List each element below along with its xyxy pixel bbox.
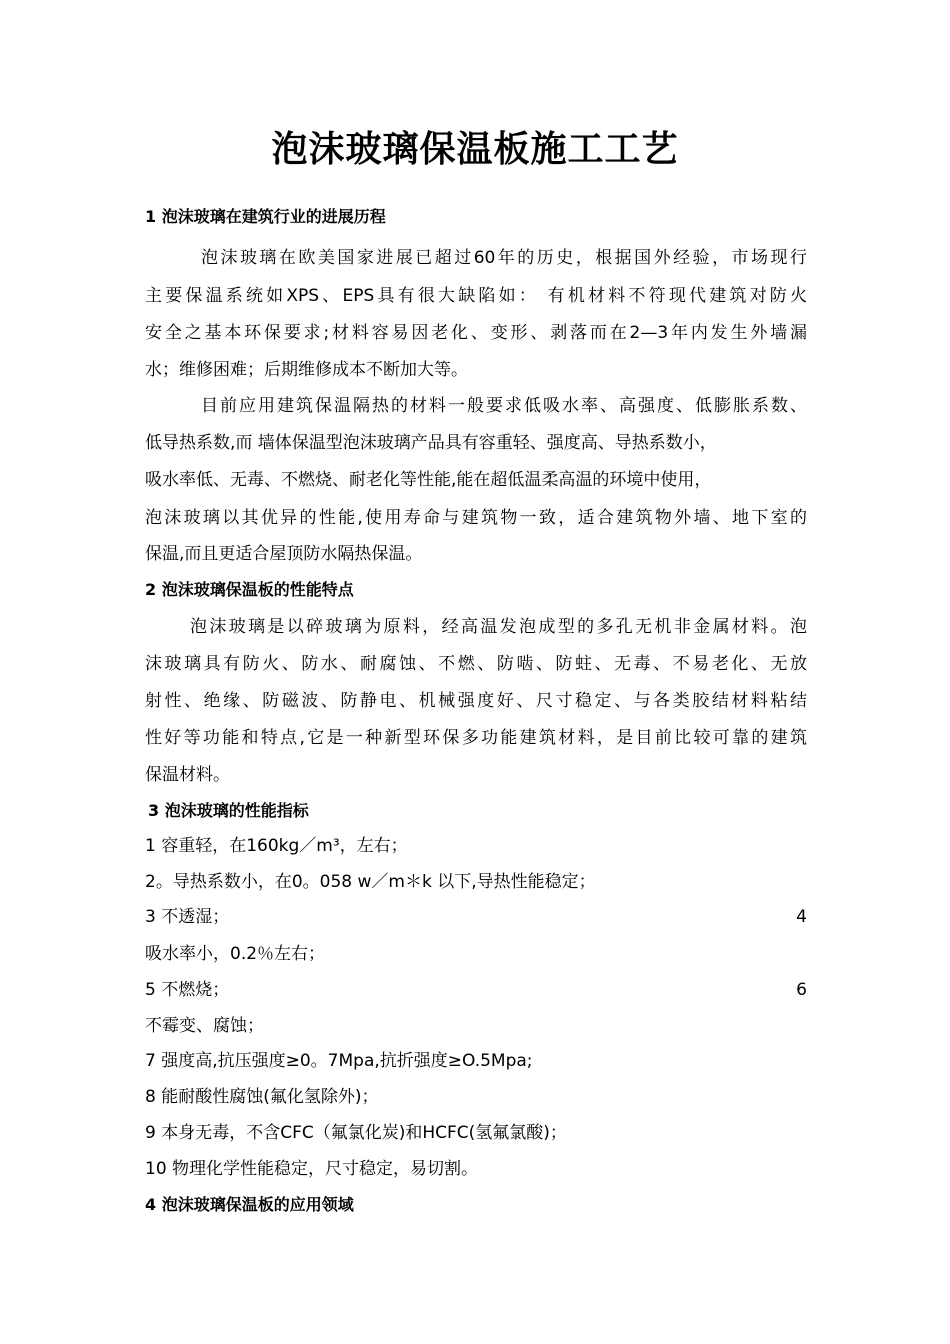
spec-item-2: 2。导热系数小，在0。058 w／m＊k 以下,导热性能稳定； — [145, 872, 596, 892]
spec-item-5: 5 不燃烧； — [145, 980, 230, 1000]
spec-item-8: 8 能耐酸性腐蚀(氟化氢除外)； — [145, 1087, 379, 1107]
section-2-line-4: 性好等功能和特点,它是一种新型环保多功能建筑材料，是目前比较可靠的建筑 — [145, 728, 807, 748]
spec-item-3: 3 不透湿； — [145, 907, 230, 927]
section-1-heading: 1 泡沫玻璃在建筑行业的进展历程 — [145, 207, 386, 226]
section-1-line-9: 保温,而且更适合屋顶防水隔热保温。 — [145, 544, 423, 564]
document-title: 泡沫玻璃保温板施工工艺 — [271, 128, 679, 170]
spec-item-10: 10 物理化学性能稳定，尺寸稳定，易切割。 — [145, 1159, 479, 1179]
section-1-line-2: 主要保温系统如XPS、EPS具有很大缺陷如： 有机材料不符现代建筑对防火 — [145, 286, 807, 306]
spec-item-6: 不霉变、腐蚀； — [145, 1016, 264, 1036]
section-1-line-3: 安全之基本环保要求;材料容易因老化、变形、剥落而在2—3年内发生外墙漏 — [145, 323, 807, 343]
section-4-heading: 4 泡沫玻璃保温板的应用领域 — [145, 1195, 354, 1214]
section-1-line-7: 吸水率低、无毒、不燃烧、耐老化等性能,能在超低温柔高温的环境中使用， — [145, 470, 712, 490]
section-1-line-4: 水；维修困难；后期维修成本不断加大等。 — [145, 360, 468, 380]
section-1-line-5: 目前应用建筑保温隔热的材料一般要求低吸水率、高强度、低膨胀系数、 — [201, 396, 807, 416]
spec-item-4-number: 4 — [796, 907, 807, 927]
section-1-line-6: 低导热系数,而 墙体保温型泡沫玻璃产品具有容重轻、强度高、导热系数小， — [145, 433, 717, 453]
section-2-line-3: 射性、绝缘、防磁波、防静电、机械强度好、尺寸稳定、与各类胶结材料粘结 — [145, 691, 807, 711]
section-1-line-8: 泡沫玻璃以其优异的性能,使用寿命与建筑物一致，适合建筑物外墙、地下室的 — [145, 508, 807, 528]
section-2-line-5: 保温材料。 — [145, 765, 230, 785]
spec-item-6-number: 6 — [796, 980, 807, 1000]
spec-item-4: 吸水率小，0.2％左右； — [145, 944, 326, 964]
section-1-line-1: 泡沫玻璃在欧美国家进展已超过60年的历史，根据国外经验，市场现行 — [201, 248, 807, 268]
section-2-line-1: 泡沫玻璃是以碎玻璃为原料，经高温发泡成型的多孔无机非金属材料。泡 — [190, 617, 807, 637]
section-3-heading: 3 泡沫玻璃的性能指标 — [148, 801, 309, 820]
spec-item-9: 9 本身无毒，不含CFC（氟氯化炭)和HCFC(氢氟氯酸)； — [145, 1123, 567, 1143]
section-2-heading: 2 泡沫玻璃保温板的性能特点 — [145, 580, 354, 599]
section-2-line-2: 沫玻璃具有防火、防水、耐腐蚀、不燃、防啮、防蛀、无毒、不易老化、无放 — [145, 654, 807, 674]
spec-item-7: 7 强度高,抗压强度≥0。7Mpa,抗折强度≥O.5Mpa; — [145, 1051, 533, 1071]
spec-item-1: 1 容重轻，在160kg／m³，左右； — [145, 836, 408, 856]
